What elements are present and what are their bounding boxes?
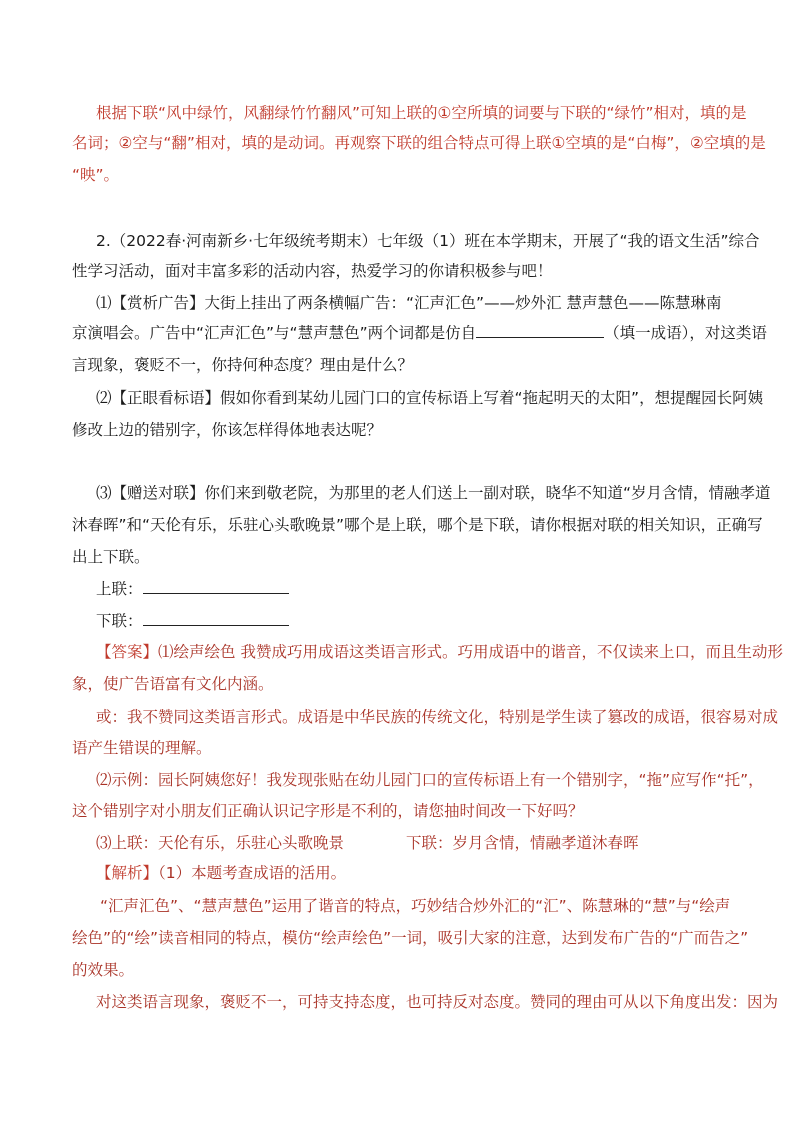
subquestion-3-label: ⑶【赠送对联】 <box>96 484 205 502</box>
lower-couplet-row <box>96 610 289 632</box>
explanation-line-1: 根据下联“风中绿竹，风翻绿竹竹翻风”可知上联的①空所填的词要与下联的“绿竹”相对，填的是 <box>96 104 747 122</box>
subquestion-2-line-1 <box>96 387 763 409</box>
analysis-head <box>96 862 346 884</box>
answer-2-line-2: 这个错别字对小朋友们正确认识记字形是不利的，请您抽时间改一下好吗？ <box>72 802 584 820</box>
subquestion-1-text-pre: 京演唱会。广告中“汇声汇色”与“慧声慧色”两个词都是仿自 <box>72 324 477 342</box>
answer-line-2: 象，使广告语富有文化内涵。 <box>72 675 274 693</box>
subquestion-3-line-3: 出上下联。 <box>72 548 150 566</box>
subquestion-2-line-2: 修改上边的错别字，你该怎样得体地表达呢？ <box>72 421 383 439</box>
subquestion-1-label: ⑴【赏析广告】 <box>96 294 205 312</box>
answer-2-line-1: ⑵示例：园长阿姨您好！我发现张贴在幼儿园门口的宣传标语上有一个错别字，“拖”应写作“托”， <box>96 771 764 789</box>
subquestion-3-line-1 <box>96 482 771 504</box>
answer-1-text: ⑴绘声绘色 我赞成巧用成语这类语言形式。巧用成语中的谐音，不仅读来上口，而且生动形 <box>158 643 783 661</box>
question-stem <box>96 230 760 252</box>
analysis-p1-line-1: “汇声汇色”、“慧声慧色”运用了谐音的特点，巧妙结合炒外汇的“汇”、陈慧琳的“慧”与“绘声 <box>100 897 731 915</box>
upper-couplet-blank[interactable] <box>143 578 289 594</box>
subquestion-3-text: 你们来到敬老院，为那里的老人们送上一副对联，晓华不知道“岁月含情，情融孝道 <box>204 484 771 502</box>
analysis-tag: 【解析】 <box>96 864 159 882</box>
subquestion-3-line-2: 沐春晖”和“天伦有乐，乐驻心头歌晚景”哪个是上联，哪个是下联，请你根据对联的相关知识，正确写 <box>72 516 763 534</box>
answer-tag: 【答案】 <box>96 643 159 661</box>
upper-couplet-label: 上联： <box>96 580 143 598</box>
subquestion-1-text: 大街上挂出了两条横幅广告：“汇声汇色”——炒外汇 慧声慧色——陈慧琳南 <box>204 294 722 312</box>
idiom-answer-blank[interactable] <box>476 322 604 338</box>
analysis-p1-line-3: 的效果。 <box>72 961 135 979</box>
analysis-head-text: （1）本题考查成语的活用。 <box>158 864 347 882</box>
answer-alt-line-2: 语产生错误的理解。 <box>72 739 212 757</box>
lower-couplet-label: 下联： <box>96 612 143 630</box>
question-stem-text: 七年级（1）班在本学期末，开展了“我的语文生活”综合 <box>377 232 760 250</box>
subquestion-2-label: ⑵【正眼看标语】 <box>96 389 221 407</box>
subquestion-1-line-2 <box>72 322 767 344</box>
explanation-line-3: “映”。 <box>72 166 120 184</box>
question-stem-line-2: 性学习活动，面对丰富多彩的活动内容，热爱学习的你请积极参与吧！ <box>72 262 553 280</box>
answer-3-upper: ⑶上联：天伦有乐，乐驻心头歌晚景 <box>96 834 345 852</box>
answer-line-1 <box>96 641 783 663</box>
analysis-p2-line-1: 对这类语言现象，褒贬不一，可持支持态度，也可持反对态度。赞同的理由可从以下角度出发：因为 <box>96 993 779 1011</box>
lower-couplet-blank[interactable] <box>143 610 289 626</box>
answer-alt-line-1: 或：我不赞同这类语言形式。成语是中华民族的传统文化，特别是学生读了篡改的成语，很容易对成 <box>96 708 779 726</box>
answer-3-lower: 下联：岁月含情，情融孝道沐春晖 <box>406 834 639 852</box>
question-source: （2022春·河南新乡·七年级统考期末） <box>110 232 378 250</box>
question-number: 2. <box>96 232 111 250</box>
subquestion-1-line-1 <box>96 292 722 314</box>
upper-couplet-row <box>96 578 289 600</box>
subquestion-1-line-3: 言现象，褒贬不一，你持何种态度？理由是什么？ <box>72 356 414 374</box>
explanation-line-2: 名词；②空与“翻”相对，填的是动词。再观察下联的组合特点可得上联①空填的是“白梅”，②空填的是 <box>72 134 766 152</box>
analysis-p1-line-2: 绘色”的“绘”读音相同的特点，模仿“绘声绘色”一词，吸引大家的注意，达到发布广告的“广而告之” <box>72 929 749 947</box>
subquestion-2-text: 假如你看到某幼儿园门口的宣传标语上写着“拖起明天的太阳”，想提醒园长阿姨 <box>220 389 764 407</box>
subquestion-1-text-post: （填一成语），对这类语 <box>604 324 767 342</box>
